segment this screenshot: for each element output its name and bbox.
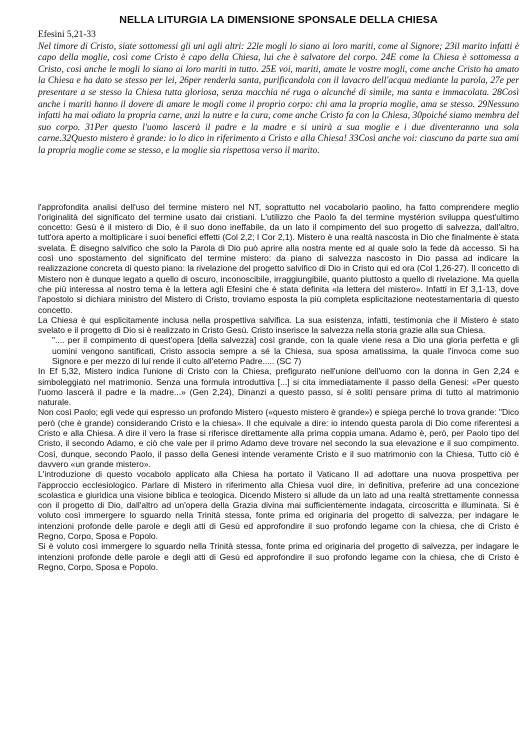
scripture-reference: Efesini 5,21-33 bbox=[38, 30, 96, 40]
paragraph-mystery-analysis: l'approfondita analisi dell'uso del termine mistero nel NT, soprattutto nel vocabolario paolino, ha fatto comprendere meglio l'originalità del significato del termine usato dai cristiani. L'utilizzo che Paolo fa del termine mystérion sviluppa quest'ultimo concetto: Gesù è il mistero di Dio, è il suo dono ineffabile, da un lato il compimento del suo progetto di salvezza, dall'altro, tutt'ora aperto a moltiplicare i suoi benefici effetti (Col 2,2; I Cor 2,1). Mistero è una realtà nascosta in Dio che finalmente è stata svelata. È disegno salvifico che solo la Parola di Dio può aprire alla nostra mente ed al quale solo la fede dà accesso. Si ha così uno spostamento del significato del termine mistero: da piano di salvezza nascosto in Dio passa ad indicare la realizzazione concreta di questo piano: la rivelazione del progetto salvifico di Dio in Cristo qui ed ora (Col 1,26-27). Il concetto di Mistero non è dunque legato a quello di oscuro, inconoscibile, irraggiungibile, quanto piuttosto a quello di rivelazione. Ma quella che più interessa al nostro tema è la lettera agli Efesini che è stata definita «la lettera del mistero». Infatti in Ef 3,1-13, dove l'apostolo si dichiara ministro del Mistero di Cristo, troviamo esposta la più completa esplicitazione neotestamentaria di questo concetto. bbox=[38, 201, 519, 315]
commentary-body bbox=[38, 202, 519, 573]
document-title: NELLA LITURGIA LA DIMENSIONE SPONSALE DELLA CHIESA bbox=[119, 14, 438, 26]
paragraph-trinita: Si è voluto così immergere lo sguardo nella Trinità stessa, fonte prima ed originaria del progetto di salvezza, per indagare le intenzioni profonde delle parole e degli atti di Gesù ed approfondire il suo profondo legame con la chiesa, che di Cristo è Regno, Corpo, Sposa e Popolo. bbox=[38, 541, 519, 572]
paragraph-vaticano-ii: L'introduzione di questo vocabolo applicato alla Chiesa ha portato il Vaticano II ad adottare una nuova prospettiva per l'approccio ecclesiologico. Parlare di Mistero in riferimento alla Chiesa vuol dire, in definitiva, preferire ad una concezione scolastica e giuridica una visione biblica e teologica. Dicendo Mistero si allude da un lato ad una realtà strettamente connessa con il progetto di Dio, dall'altro ad un'opera della Grazia divina mai sufficientemente indagata, circoscritta e illuminata. Si è voluto così immergere lo sguardo nella Trinità stessa, fonte prima ed originaria del progetto di salvezza, per indagare le intenzioni profonde delle parole e degli atti di Gesù ed approfondire il suo profondo legame con la chiesa, che di Cristo è Regno, Corpo, Sposa e Popolo. bbox=[38, 469, 519, 542]
quote-sc7: ".... per il compimento di quest'opera [della salvezza] così grande, con la quale viene resa a Dio una gloria perfetta e gli uomini vengono santificati, Cristo associa sempre a sé la Chiesa, sua sposa amatissima, la quale l'invoca come suo Signore e per mezzo di lui rende il culto all'eterno Padre..... (SC 7) bbox=[52, 335, 519, 366]
paragraph-ef-5-32: In Ef 5,32, Mistero indica l'unione di Cristo con la Chiesa, prefigurato nell'unione dell'uomo con la donna in Gen 2,24 e simboleggiato nel matrimonio. Senza una formula introduttiva [...] si cita immediatamente il passo della Genesi: «Per questo l'uomo lascerà il padre e la madre...» (Gen 2,24), Dinanzi a questo passo, si è soliti pensare prima di tutto al matrimonio naturale. bbox=[38, 366, 519, 408]
paragraph-paolo: Non così Paolo; egli vede qui espresso un profondo Mistero («questo mistero è grande») e spiega perché lo trova grande: "Dico però (che è grande) considerando Cristo e la chiesa». Il che equivale a dire: io intendo questa parola di Dio come riferentesi a Cristo e alla Chiesa. A dire il vero la frase si riferisce direttamente alla prima coppia umana. Adamo è, però, per Paolo tipo del Cristo, il secondo Adamo, e ciò che vale per il primo Adamo deve trovare nel secondo la sua elevazione e il suo compimento. Così, dunque, secondo Paolo, il passo della Genesi intende veramente Cristo e il suo matrimonio con la Chiesa. Tutto ciò è davvero «un grande mistero». bbox=[38, 407, 519, 469]
paragraph-church-salvation: La Chiesa è qui esplicitamente inclusa nella prospettiva salvifica. La sua esistenza, infatti, testimonia che il Mistero è stato svelato e il progetto di Dio si è realizzato in Cristo Gesù. Cristo inserisce la salvezza nella storia grazie alla sua Chiesa. bbox=[38, 314, 519, 336]
section-gap bbox=[38, 158, 519, 202]
scripture-passage: Nel timore di Cristo, siate sottomessi gli uni agli altri: 22le mogli lo siano ai loro mariti, come al Signore; 23il marito infatti è capo della moglie, così come Cristo è capo della Chiesa, lui che è salvatore del corpo. 24E come la Chiesa è sottomessa a Cristo, così anche le mogli lo siano ai loro mariti in tutto. 25E voi, mariti, amate le vostre mogli, come anche Cristo ha amato la Chiesa e ha dato se stesso per lei, 26per renderla santa, purificandola con il lavacro dell'acqua mediante la parola, 27e per presentare a se stesso la Chiesa tutta gloriosa, senza macchia né ruga o alcunché di simile, ma santa e immacolata. 28Così anche i mariti hanno il dovere di amare le mogli come il proprio corpo: chi ama la propria moglie, ama se stesso. 29Nessuno infatti ha mai odiato la propria carne, anzi la nutre e la cura, come anche Cristo fa con la Chiesa, 30poiché siamo membra del suo corpo. 31Per questo l'uomo lascerà il padre e la madre e si unirà a sua moglie e i due diventeranno una sola carne.32Questo mistero è grande: io lo dico in riferimento a Cristo e alla Chiesa! 33Così anche voi: ciascuno da parte sua ami la propria moglie come se stesso, e la moglie sia rispettosa verso il marito. bbox=[38, 41, 519, 156]
